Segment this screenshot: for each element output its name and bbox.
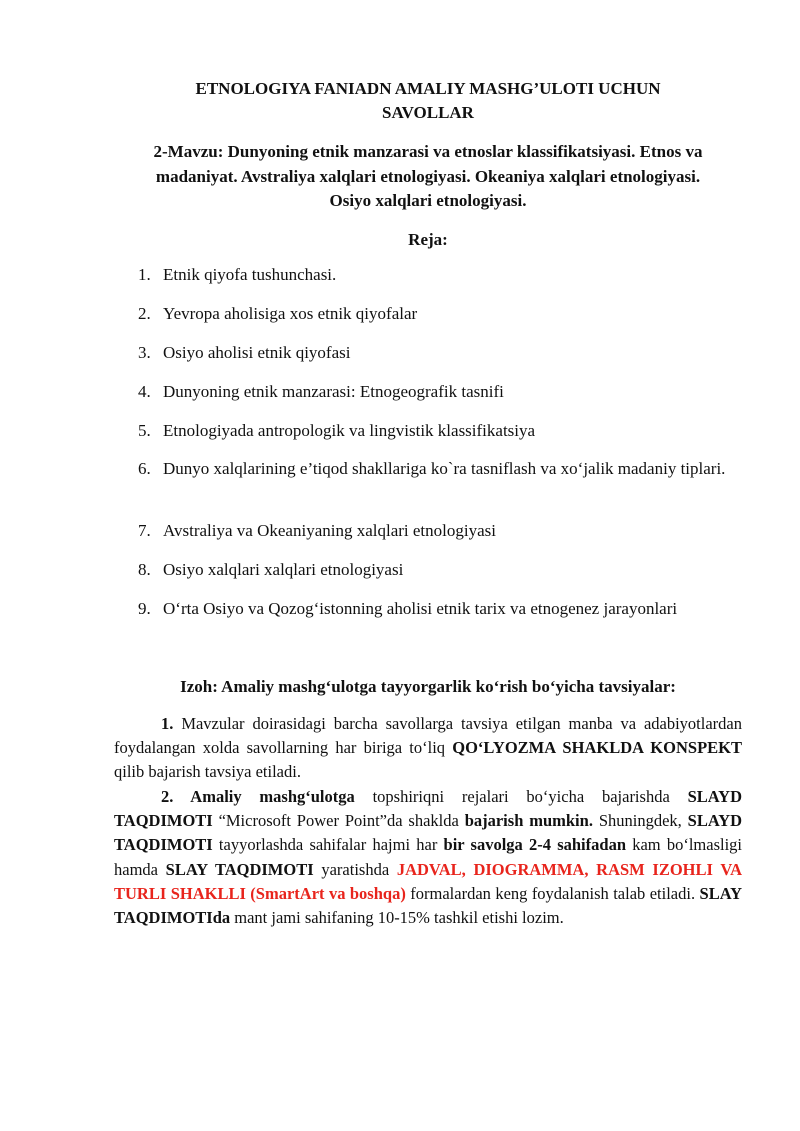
list-text: Dunyoning etnik manzarasi: Etnogeografik tasnifi	[163, 382, 504, 401]
list-item	[130, 558, 742, 583]
paragraph-text	[114, 712, 742, 785]
topic-heading	[110, 140, 746, 214]
list-text: Avstraliya va Okeaniyaning xalqlari etnologiyasi	[163, 521, 496, 540]
title-line: SAVOLLAR	[382, 103, 474, 122]
text-run: qilib bajarish tavsiya etiladi.	[114, 762, 301, 782]
bold-run: SLAYD TAQDIMOTI	[114, 787, 742, 831]
list-item	[130, 263, 742, 288]
list-number: 1.	[138, 265, 151, 284]
bold-run: 2. Amaliy mashg‘ulotga	[161, 787, 355, 806]
list-item	[130, 302, 742, 327]
text-run: kam bo‘lmasligi hamda	[114, 835, 743, 879]
list-number: 5.	[138, 421, 151, 440]
text-run: Mavzular doirasidagi barcha savollarga tavsiya etilgan manba va adabiyotlardan foydalangan xolda savollarning har biriga to‘liq	[114, 714, 742, 758]
list-number: 2.	[138, 304, 151, 323]
list-item	[130, 519, 742, 544]
bold-run: SLAY TAQDIMOTIda	[114, 883, 743, 928]
list-text: Osiyo xalqlari xalqlari etnologiyasi	[163, 560, 404, 579]
list-number: 4.	[138, 382, 151, 401]
paragraph-number: 1.	[161, 714, 174, 733]
title-line: ETNOLOGIYA FANIADN AMALIY MASHG’ULOTI UCHUN	[195, 79, 661, 98]
text-run: mant jami sahifaning 10-15% tashkil etishi lozim.	[234, 908, 564, 928]
list-number: 7.	[138, 521, 151, 540]
text-run: yaratishda	[321, 859, 390, 879]
list-item	[130, 380, 742, 405]
bold-run: bajarish mumkin.	[464, 811, 593, 831]
text-run: “Microsoft Power Point”da shaklda	[218, 811, 459, 831]
list-item	[130, 341, 742, 366]
list-item	[130, 457, 742, 482]
bold-run: SLAYD TAQDIMOTI	[114, 811, 743, 855]
list-number: 9.	[138, 599, 151, 618]
document-title	[150, 77, 706, 125]
bold-run: bir savolga 2-4 sahifadan	[443, 835, 626, 855]
text-run: Shuningdek,	[598, 811, 682, 831]
list-item	[130, 597, 742, 622]
text-run: topshiriqni rejalari bo‘yicha bajarishda	[372, 787, 670, 806]
list-text: O‘rta Osiyo va Qozog‘istonning aholisi etnik tarix va etnogenez jarayonlari	[163, 599, 678, 618]
recommendation-paragraph-1	[114, 712, 742, 785]
list-text: Yevropa aholisiga xos etnik qiyofalar	[163, 304, 418, 323]
list-text: Etnologiyada antropologik va lingvistik klassifikatsiya	[163, 421, 536, 440]
paragraph-text	[114, 785, 742, 930]
highlighted-run: JADVAL, DIOGRAMMA, RASM IZOHLI VA TURLI SHAKLLI (SmartArt va boshqa)	[114, 859, 743, 903]
topic-line: 2-Mavzu: Dunyoning etnik manzarasi va etnoslar klassifikatsiyasi. Etnos va	[153, 142, 703, 161]
bold-run: SLAY TAQDIMOTI	[165, 859, 314, 879]
text-run: formalardan keng foydalanish talab etiladi.	[410, 883, 696, 903]
bold-run: QO‘LYOZMA SHAKLDA KONSPEKT	[452, 738, 742, 758]
topic-line: madaniyat. Avstraliya xalqlari etnologiyasi. Okeaniya xalqlari etnologiyasi.	[155, 166, 701, 186]
list-number: 3.	[138, 343, 151, 362]
list-text: Etnik qiyofa tushunchasi.	[163, 265, 337, 284]
list-text: Osiyo aholisi etnik qiyofasi	[163, 343, 351, 362]
list-number: 6.	[138, 459, 151, 478]
recommendation-paragraph-2	[114, 785, 742, 930]
note-heading: Izoh: Amaliy mashg‘ulotga tayyorgarlik ko‘rish bo‘yicha tavsiyalar:	[180, 677, 676, 696]
list-item	[130, 419, 742, 444]
list-number: 8.	[138, 560, 151, 579]
text-run: tayyorlashda sahifalar hajmi har	[218, 835, 438, 855]
list-text: Dunyo xalqlarining e’tiqod shakllariga ko`ra tasniflash va xo‘jalik madaniy tiplari.	[163, 459, 726, 478]
plan-heading: Reja:	[408, 230, 448, 249]
topic-line: Osiyo xalqlari etnologiyasi.	[329, 191, 527, 210]
